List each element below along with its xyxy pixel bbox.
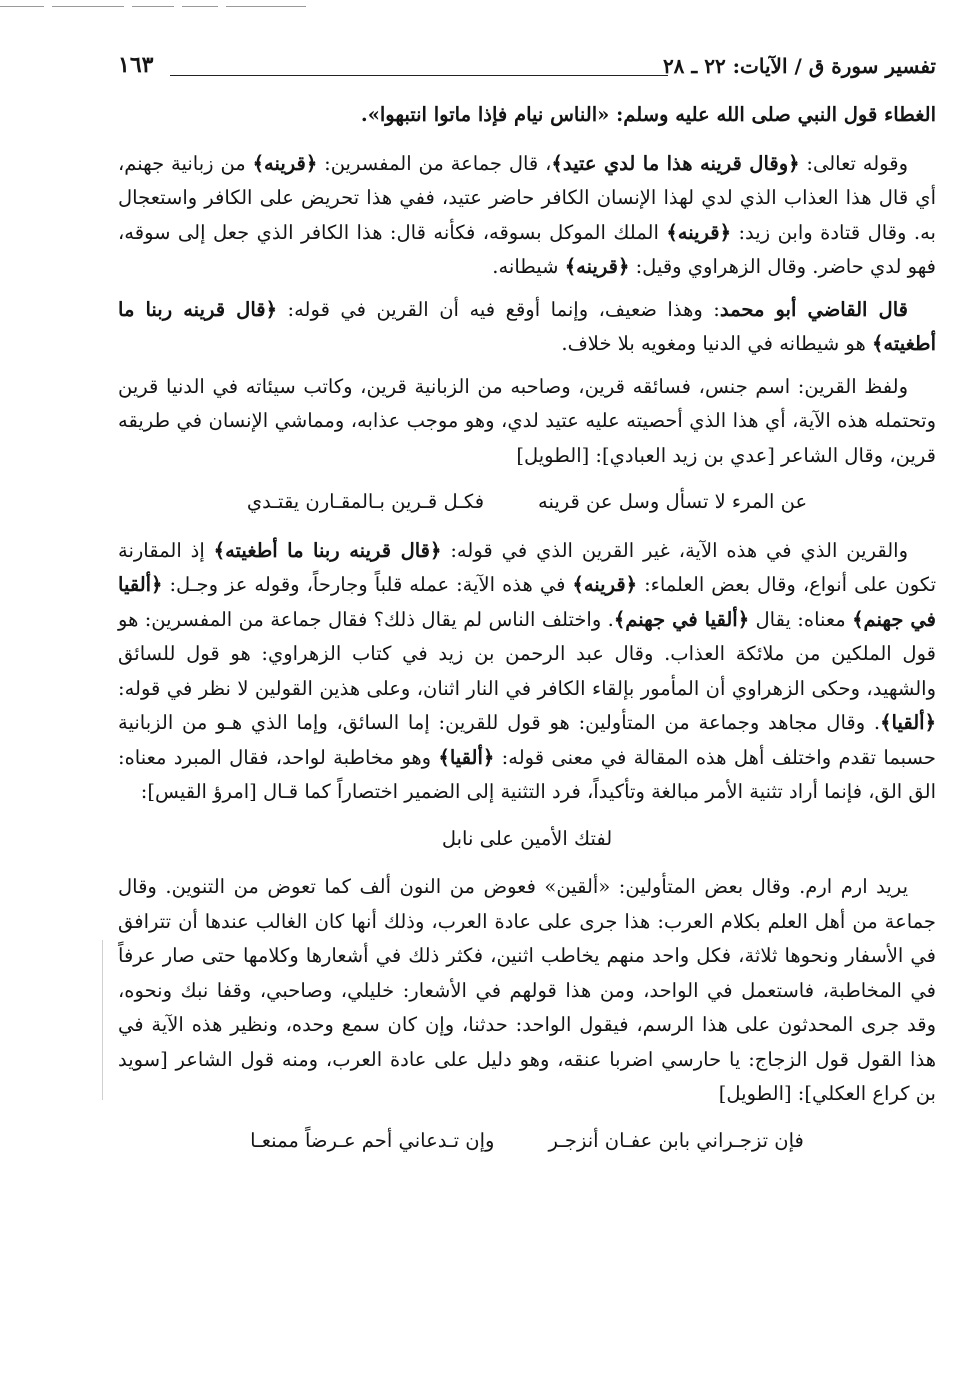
paragraph-text: الغطاء قول النبي صلى الله عليه وسلم: «الناس نيام فإذا ماتوا انتبهوا». — [360, 103, 936, 126]
quran-quote: ﴿قرينه﴾ — [252, 151, 318, 175]
paragraph-text: في هذه الآية: عمله قلباً وجارحاً، وقوله عز وجـل: — [162, 573, 573, 596]
quran-quote: ﴿قرينه﴾ — [564, 255, 630, 278]
paragraph-text: معناه: يقال — [749, 607, 853, 631]
paragraph-continuation — [118, 98, 936, 133]
scan-artifact-line — [0, 6, 44, 7]
paragraph-text: . واختلف الناس لم يقال ذلك؟ فقال جماعة من المفسرين: هو قول الملكين من ملائكة العذاب. وقال عبد الرحمن بن زيد في كتاب الزهراوي: هو قول للسائق والشهيد، وحكى الزهراوي أن المأمور بإلقاء الكافر في النار اثنان، وعلى هذين القولين لا نظر في قوله: — [118, 607, 936, 700]
quran-quote: ﴿قال قرينه ربنا ما أطغيته﴾ — [213, 538, 442, 562]
poetry-verse — [118, 485, 936, 520]
quran-quote: ﴿ألقيا﴾ — [438, 745, 495, 769]
scan-margin-mark — [102, 940, 103, 1100]
paragraph-qarin-meaning — [118, 147, 936, 285]
quran-quote: ﴿قرينه﴾ — [666, 220, 732, 244]
poetry-verse — [118, 822, 936, 857]
paragraph-text: إذ المقارنة تكون على أنواع، وقال بعض العلماء: — [118, 538, 937, 596]
running-header — [118, 48, 936, 84]
quran-quote: ﴿وقال قرينه هذا ما لدي عتيد﴾ — [551, 151, 800, 175]
header-title: تفسير سورة ق / الآيات: ٢٢ ـ ٢٨ — [662, 54, 936, 78]
paragraph-text: يريد ارم ارم. وقال بعض المتأولين: «ألقين» فعوض من النون ألف كما تعوض من التنوين. وقال جماعة من أهل العلم بكلام العرب: هذا جرى على عادة العرب، وذلك أنها كان الغالب عندها أن تترافق في الأسفار ونحوها ثلاثة، فكل واحد منهم يخاطب اثنين، فكثر ذلك في أشعارها وكلامها حتى صار عرفاً في المخاطبة، فاستعمل في الواحد، ومن هذا قولهم في الأشعار: خليلي، وصاحبي، وقفا نبك ونحوه، وقد جرى المحدثون على هذا الرسم، فيقول الواحد: حدثنا، وإن كان سمع وحده، ونظير هذه الآية في هذا القول قول الزجاج: يا حارسي اضربا عنقه، وهو دليل على عادة العرب، ومنه قول الشاعر [سويد بن كراع العكلي]: [الطويل] — [118, 875, 936, 1105]
paragraph-text: الملك الموكل بسوقه، فكأنه قال: هذا الكافر الذي جعل إلى سوقه، فهو لدي حاضر. وقال الزهراوي وقيل: — [118, 220, 936, 278]
paragraph-text: ، قال جماعة من المفسرين: — [317, 151, 552, 175]
quran-quote: ﴿ألقيا في جهنم﴾ — [118, 573, 936, 631]
poetry-verse — [118, 1124, 936, 1159]
speaker-name: قال القاضي أبو محمد — [719, 297, 908, 321]
quran-quote: ﴿ألقيا في جهنم﴾ — [613, 607, 750, 631]
scan-artifact-line — [226, 6, 306, 7]
paragraph-text: وقوله تعالى: — [799, 151, 908, 175]
page-number: ١٦٣ — [118, 52, 154, 78]
paragraph-text: والقرين الذي في هذه الآية، غير القرين الذي في قوله: — [441, 538, 908, 562]
paragraph-text: : وهذا ضعيف، وإنما أوقع فيه أن القرين في قوله: — [277, 297, 720, 321]
paragraph-dual-address — [118, 870, 936, 1112]
quran-quote: ﴿قال قرينه ربنا ما أطغيته﴾ — [118, 297, 936, 355]
paragraph-text: . وقال مجاهد وجماعة من المتأولين: هو قول للقرين: إما السائق، وإما الذي هـو من الزبانية حسبما تقدم واختلف أهل هذه المقالة في معنى قوله: — [118, 711, 936, 769]
page-body — [118, 98, 936, 1172]
paragraph-qarin-word — [118, 370, 936, 474]
verse-first-hemistich: فإن تزجـراني بابن عفـان أنزجـر — [548, 1128, 804, 1152]
scan-artifact-line — [182, 6, 218, 7]
paragraph-text: وهو مخاطبة لواحد، فقال المبرد معناه: الق الق، فإنما أراد تثنية الأمر مبالغة وتأكيداً، فرد التثنية إلى الضمير اختصاراً كما قـال [امرؤ القيس]: — [118, 745, 936, 803]
quran-quote: ﴿ألقيا﴾ — [880, 711, 936, 734]
quran-quote: ﴿قرينه﴾ — [572, 573, 638, 596]
verse-second-hemistich: فكـل قـرين بـالمقـارن يقتـدي — [246, 490, 485, 513]
verse-second-hemistich: وإن تـدعاني أحم عـرضاً ممنعـا — [250, 1128, 495, 1152]
scan-artifact-line — [132, 6, 174, 7]
paragraph-qadi-comment — [118, 293, 936, 362]
paragraph-text: شيطانه. — [492, 255, 565, 278]
header-rule — [170, 75, 668, 76]
paragraph-text: من زبانية جهنم، أي قال هذا العذاب الذي لدي لهذا الإنسان الكافر حاضر عتيد، ففي هذا تحريض على الكافر واستعجال به. وقال قتادة وابن زيد: — [118, 151, 936, 244]
paragraph-text: هو شيطانه في الدنيا ومغويه بلا خلاف. — [561, 332, 872, 355]
verse-first-hemistich: عن المرء لا تسأل وسل عن قرينه — [538, 490, 808, 513]
verse-hemistich: لفتك الأمين على نابل — [441, 826, 613, 850]
scan-artifact-line — [52, 6, 124, 7]
paragraph-text: ولفظ القرين: اسم جنس، فسائقه قرين، وصاحبه من الزبانية قرين، وكاتب سيئاته في الدنيا قرين وتحتمله هذه الآية، أي هذا الذي أحصيته عليه عتيد لدي، وهو موجب عذابه، ومماشي الإنسان في طريقه قرين، وقال الشاعر [عدي بن زيد العبادي]: [الطويل] — [118, 374, 936, 467]
paragraph-alqiya — [118, 534, 936, 810]
